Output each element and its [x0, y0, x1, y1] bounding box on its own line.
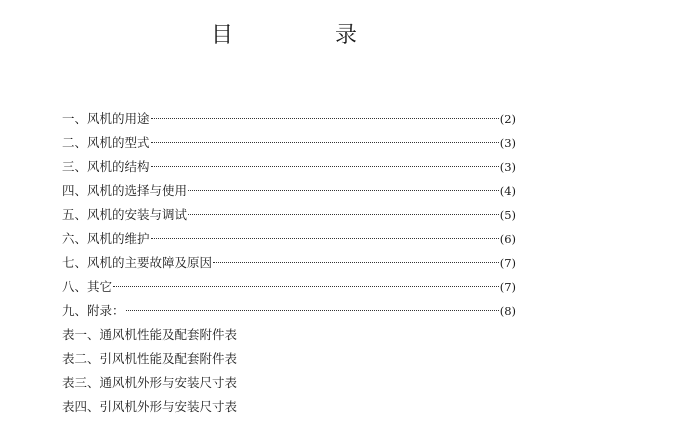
toc-entry-page: (2): [499, 112, 516, 126]
toc-entry-page: (8): [499, 304, 516, 318]
toc-entry[interactable]: [62, 299, 516, 323]
toc-entry-page: (4): [499, 184, 516, 198]
toc-entry[interactable]: [62, 131, 516, 155]
toc-entry-page: (6): [499, 232, 516, 246]
table-of-contents: [62, 107, 516, 419]
toc-entry-label: 三、风机的结构: [62, 159, 150, 174]
dot-leader: [151, 238, 499, 239]
toc-entry[interactable]: [62, 275, 516, 299]
toc-entry-label: 六、风机的维护: [62, 231, 150, 246]
toc-entry-label: 四、风机的选择与使用: [62, 183, 188, 198]
toc-entry-label: 一、风机的用途: [62, 111, 150, 126]
toc-entry[interactable]: [62, 203, 516, 227]
dot-leader: [188, 214, 499, 215]
toc-entry-page: (5): [499, 208, 516, 222]
appendix-table-entry[interactable]: 表四、引风机外形与安装尺寸表: [62, 399, 238, 414]
toc-entry[interactable]: [62, 107, 516, 131]
toc-entry-page: (3): [499, 136, 516, 150]
dot-leader: [126, 310, 499, 311]
dot-leader: [113, 286, 499, 287]
toc-entry[interactable]: [62, 155, 516, 179]
dot-leader: [151, 118, 499, 119]
toc-entry-label: 七、风机的主要故障及原因: [62, 255, 213, 270]
toc-entry-label: 五、风机的安装与调试: [62, 207, 188, 222]
toc-entry[interactable]: [62, 179, 516, 203]
appendix-table-entry[interactable]: 表二、引风机性能及配套附件表: [62, 351, 238, 366]
toc-entry-page: (7): [499, 280, 516, 294]
page-title: 目 录: [210, 23, 397, 48]
dot-leader: [151, 142, 499, 143]
appendix-table-entry[interactable]: 表一、通风机性能及配套附件表: [62, 327, 238, 342]
toc-entry[interactable]: [62, 227, 516, 251]
dot-leader: [151, 166, 499, 167]
appendix-table-entry[interactable]: 表三、通风机外形与安装尺寸表: [62, 375, 238, 390]
dot-leader: [188, 190, 499, 191]
dot-leader: [213, 262, 499, 263]
toc-entry-label: 八、其它: [62, 279, 113, 294]
toc-entry-label: 二、风机的型式: [62, 135, 150, 150]
toc-entry-label: 九、附录：: [62, 303, 125, 318]
toc-entry[interactable]: [62, 251, 516, 275]
toc-entry-page: (3): [499, 160, 516, 174]
toc-entry-page: (7): [499, 256, 516, 270]
